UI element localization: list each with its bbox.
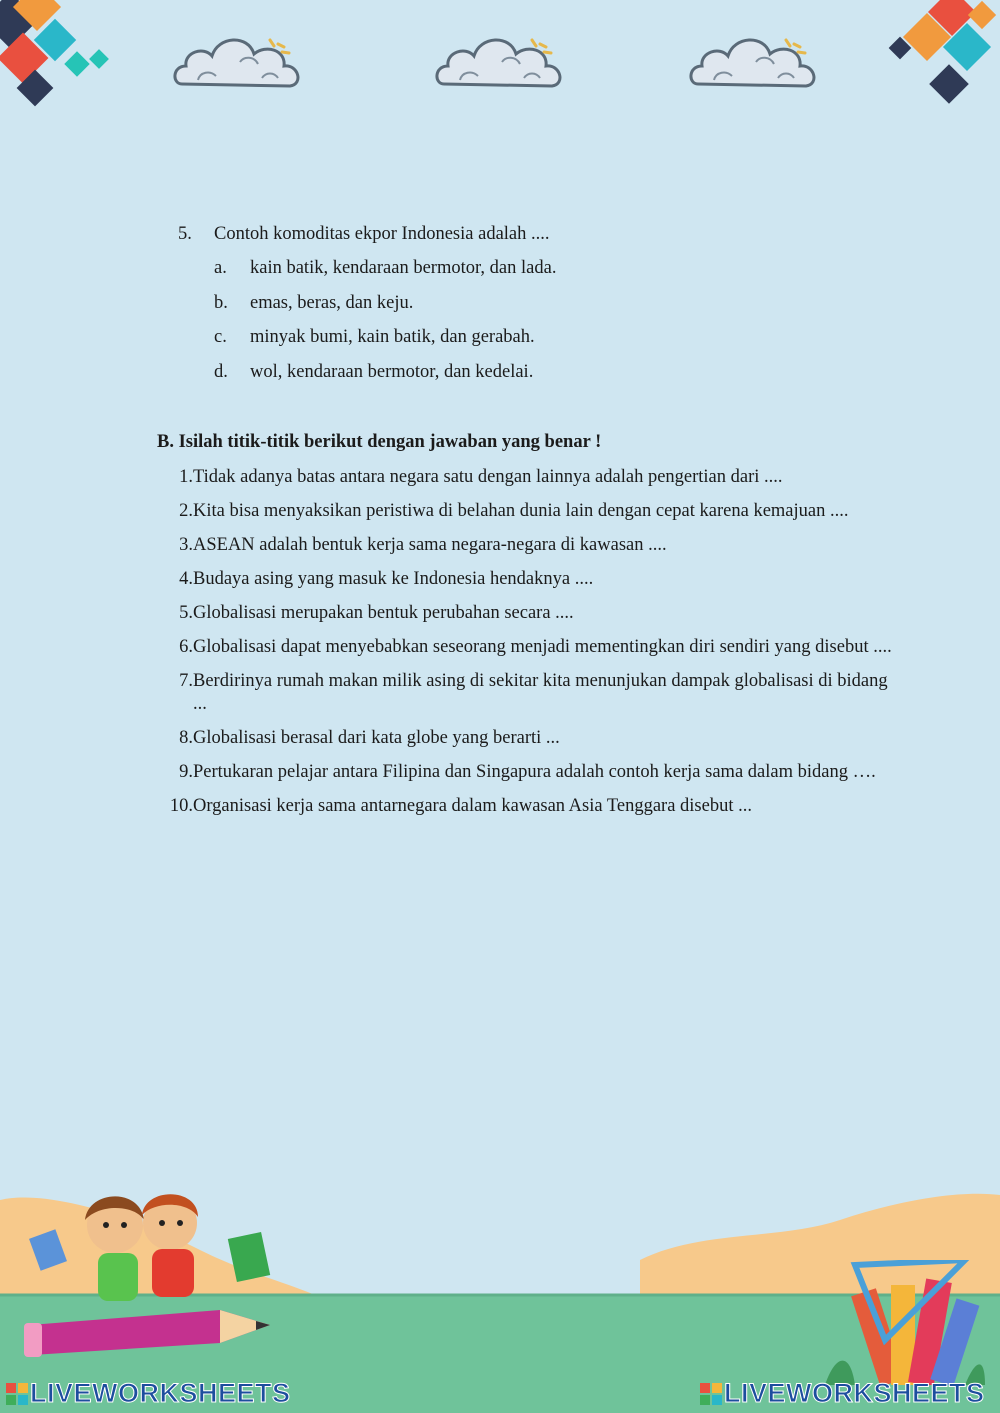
item-number: 5.	[179, 603, 193, 623]
question-5-text: Contoh komoditas ekpor Indonesia adalah ....	[214, 223, 550, 244]
item-text: Kita bisa menyaksikan peristiwa di belahan dunia lain dengan cepat karena kemajuan ....	[193, 501, 849, 521]
list-item	[157, 568, 897, 591]
liveworksheets-logo-right: LIVEWORKSHEETS	[724, 1378, 985, 1408]
item-text: Globalisasi merupakan bentuk perubahan secara ....	[193, 603, 574, 623]
item-number: 6.	[179, 637, 193, 657]
section-b-heading: B. Isilah titik-titik berikut dengan jawaban yang benar !	[157, 432, 602, 452]
item-number: 1.	[179, 467, 193, 487]
option-text: minyak bumi, kain batik, dan gerabah.	[250, 327, 535, 347]
list-item	[157, 727, 897, 750]
question-5-stem	[178, 222, 556, 246]
question-5	[178, 222, 556, 384]
item-text: Globalisasi berasal dari kata globe yang berarti ...	[193, 728, 560, 748]
item-text: ASEAN adalah bentuk kerja sama negara-negara di kawasan ....	[193, 535, 667, 555]
liveworksheets-logo-left: LIVEWORKSHEETS	[30, 1378, 291, 1408]
list-item	[157, 795, 897, 818]
item-number: 4.	[179, 569, 193, 589]
item-number: 3.	[179, 535, 193, 555]
liveworksheets-logo-icon-right	[700, 1383, 722, 1405]
item-text: Tidak adanya batas antara negara satu dengan lainnya adalah pengertian dari ....	[193, 467, 783, 487]
item-text: Organisasi kerja sama antarnegara dalam kawasan Asia Tenggara disebut ...	[193, 796, 752, 816]
option-text: wol, kendaraan bermotor, dan kedelai.	[250, 361, 534, 382]
fill-in-list	[157, 466, 897, 818]
kids-on-pencil-illustration	[20, 1185, 280, 1370]
list-item	[157, 602, 897, 625]
question-5-number: 5.	[178, 223, 192, 244]
item-number: 2.	[179, 501, 193, 521]
item-number: 8.	[179, 728, 193, 748]
cloud-left	[170, 22, 320, 102]
question-5-options	[214, 257, 556, 385]
item-text: Budaya asing yang masuk ke Indonesia hendaknya ....	[193, 569, 594, 589]
books-and-ruler-illustration	[825, 1260, 985, 1385]
cloud-right	[686, 22, 836, 102]
option-c[interactable]	[214, 326, 556, 350]
option-text: emas, beras, dan keju.	[250, 292, 414, 313]
cloud-center	[432, 22, 582, 102]
option-text: kain batik, kendaraan bermotor, dan lada.	[250, 258, 557, 278]
list-item	[157, 534, 897, 557]
item-number: 9.	[179, 762, 193, 782]
corner-diamonds-top-right	[880, 0, 1000, 115]
list-item	[157, 670, 897, 716]
list-item	[157, 500, 897, 523]
list-item	[157, 761, 897, 784]
option-letter: d.	[214, 361, 228, 382]
option-letter: b.	[214, 292, 228, 313]
option-letter: c.	[214, 327, 227, 347]
item-text: Globalisasi dapat menyebabkan seseorang menjadi mementingkan diri sendiri yang disebut ....	[193, 637, 892, 657]
corner-diamonds-top-left	[0, 0, 120, 115]
option-b[interactable]	[214, 291, 556, 315]
item-number: 7.	[179, 671, 193, 691]
option-a[interactable]	[214, 257, 556, 281]
item-text: Berdirinya rumah makan milik asing di sekitar kita menunjukan dampak globalisasi di bidang ...	[193, 671, 888, 714]
item-number: 10.	[169, 796, 193, 816]
option-d[interactable]	[214, 360, 556, 384]
list-item	[157, 636, 897, 659]
list-item	[157, 466, 897, 489]
item-text: Pertukaran pelajar antara Filipina dan Singapura adalah contoh kerja sama dalam bidang ….	[193, 762, 876, 782]
liveworksheets-logo-icon-left	[6, 1383, 28, 1405]
option-letter: a.	[214, 258, 227, 278]
section-b	[157, 430, 897, 829]
